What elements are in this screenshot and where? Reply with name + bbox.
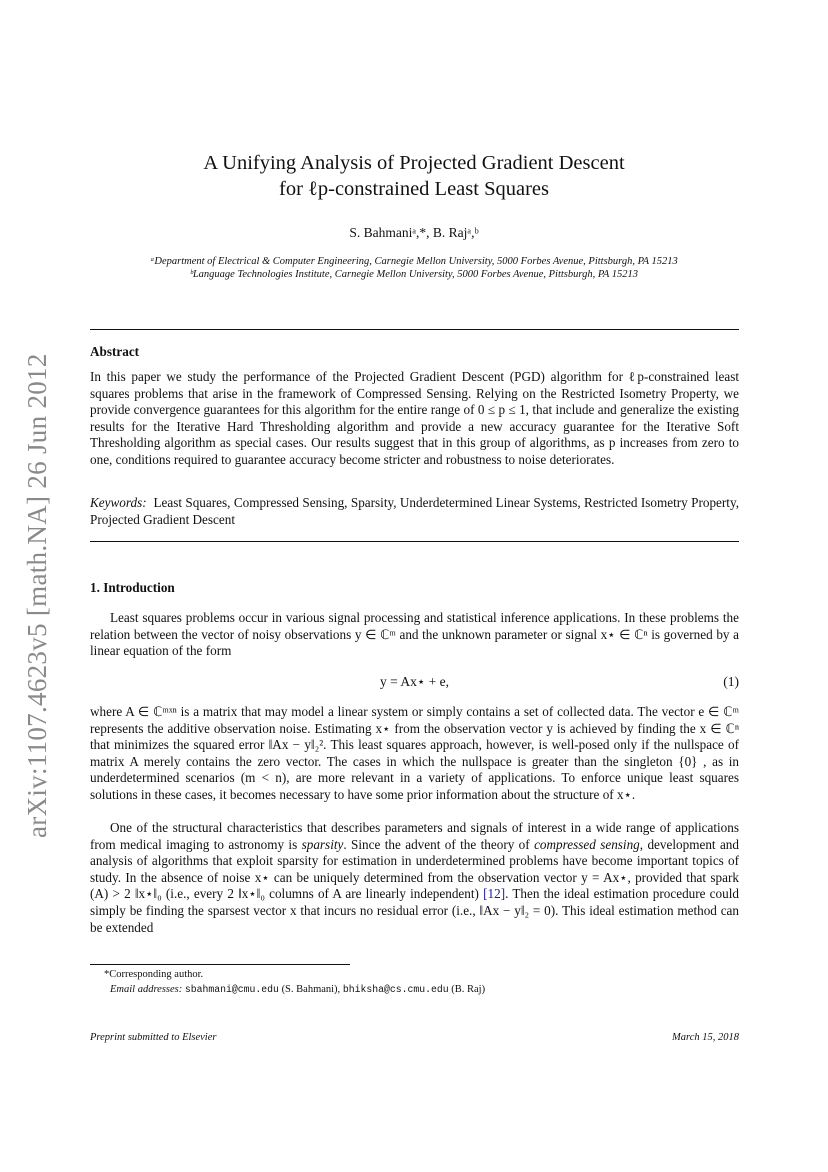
footnote-corresponding: *Corresponding author. <box>104 969 204 980</box>
abstract-body <box>90 369 739 469</box>
title-line-1: A Unifying Analysis of Projected Gradient Descent <box>203 152 625 174</box>
equation-number: (1) <box>723 674 739 689</box>
abstract-text: In this paper we study the performance of the Projected Gradient Descent (PGD) algorithm for ℓp-constrained least squares problems that arise in the framework of Compressed Sensing. Relying on the Restricted Isometry Property, we provide convergence guarantees for this algorithm for the entire range of 0 ≤ p ≤ 1, that include and generalize the existing results for the Iterative Hard Thresholding algorithm and provide a new accuracy guarantee for the Iterative Soft Thresholding algorithm as special cases. Our results suggest that in this group of algorithms, as p increases from zero to one, conditions required to guarantee accuracy become stricter and robustness to noise deteriorates. <box>90 369 739 467</box>
top-divider <box>90 329 739 330</box>
keywords-text: Least Squares, Compressed Sensing, Sparsity, Underdetermined Linear Systems, Restricted Isometry Property, Projected Gradient Descent <box>90 495 739 527</box>
keywords <box>90 495 739 528</box>
intro-paragraph-1 <box>90 610 739 660</box>
affiliation-a: ᵃDepartment of Electrical & Computer Engineering, Carnegie Mellon University, 5000 Forbes Avenue, Pittsburgh, PA 15213 <box>150 256 678 267</box>
email-name-bahmani: (S. Bahmani), <box>281 984 341 995</box>
submission-date: March 15, 2018 <box>672 1032 739 1043</box>
footnote-emails <box>90 982 739 997</box>
intro-paragraph-2 <box>90 704 739 804</box>
abstract-heading: Abstract <box>90 344 140 359</box>
intro-paragraph-3 <box>90 820 739 936</box>
footnote <box>90 967 739 997</box>
bottom-divider <box>90 541 739 542</box>
arxiv-identifier: arXiv:1107.4623v5 [math.NA] 26 Jun 2012 <box>22 353 52 838</box>
email-label: Email addresses: <box>110 984 183 995</box>
citation-link-12[interactable]: [12] <box>483 886 506 902</box>
email-link-bahmani[interactable]: sbahmani@cmu.edu <box>184 984 279 995</box>
equation-1 <box>90 674 739 692</box>
equation-expression: y = Ax⋆ + e, <box>379 674 450 689</box>
affiliation-b: ᵇLanguage Technologies Institute, Carnegie Mellon University, 5000 Forbes Avenue, Pittsburgh, PA 15213 <box>190 269 638 280</box>
keywords-label: Keywords: <box>90 495 147 510</box>
email-name-raj: (B. Raj) <box>451 984 486 995</box>
footnote-rule <box>90 964 350 965</box>
paper-title <box>0 150 828 202</box>
term-compressed-sensing: compressed sensing <box>534 836 640 852</box>
intro-para1-text: Least squares problems occur in various signal processing and statistical inference applications. In these problems the relation between the vector of noisy observations y ∈ ℂᵐ and the unknown parameter or signal x⋆ ∈ ℂⁿ is governed by a linear equation of the form <box>90 610 739 659</box>
preprint-note: Preprint submitted to Elsevier <box>90 1032 217 1043</box>
section-heading: 1. Introduction <box>90 580 175 595</box>
email-link-raj[interactable]: bhiksha@cs.cmu.edu <box>342 984 449 995</box>
intro-para3-text: One of the structural characteristics that describes parameters and signals of interest in a wide range of applications from medical imaging to astronomy is sparsity. Since the advent of the theory of compressed sensing, development and analysis of algorithms that exploit sparsity for estimation in underdetermined problems have become important topics of study. In the absence of noise x⋆ can be uniquely determined from the observation vector y = Ax⋆, provided that spark (A) > 2 ‖x⋆‖₀ (i.e., every 2 ‖x⋆‖₀ columns of A are linearly independent) [12]. Then the ideal estimation procedure could simply be finding the sparsest vector x that incurs no residual error (i.e., ‖Ax − y‖₂ = 0). This ideal estimation method can be extended <box>90 820 739 935</box>
author-list: S. Bahmaniᵃ,*, B. Rajᵃ,ᵇ <box>349 225 479 240</box>
arxiv-stamp <box>18 318 54 838</box>
term-sparsity: sparsity <box>301 836 344 852</box>
intro-para2-text: where A ∈ ℂᵐˣⁿ is a matrix that may model a linear system or simply contains a set of collected data. The vector e ∈ ℂᵐ represents the additive observation noise. Estimating x⋆ from the observation vector y is achieved by finding the x ∈ ℂⁿ that minimizes the squared error ‖Ax − y‖₂². This least squares approach, however, is well-posed only if the nullspace of matrix A merely contains the zero vector. The cases in which the nullspace is greater than the singleton {0} , as in underdetermined scenarios (m < n), are more relevant in a variety of applications. To enforce unique least squares solutions in these cases, it becomes necessary to have some prior information about the structure of x⋆. <box>90 704 739 802</box>
title-line-2: for ℓp-constrained Least Squares <box>279 178 549 200</box>
